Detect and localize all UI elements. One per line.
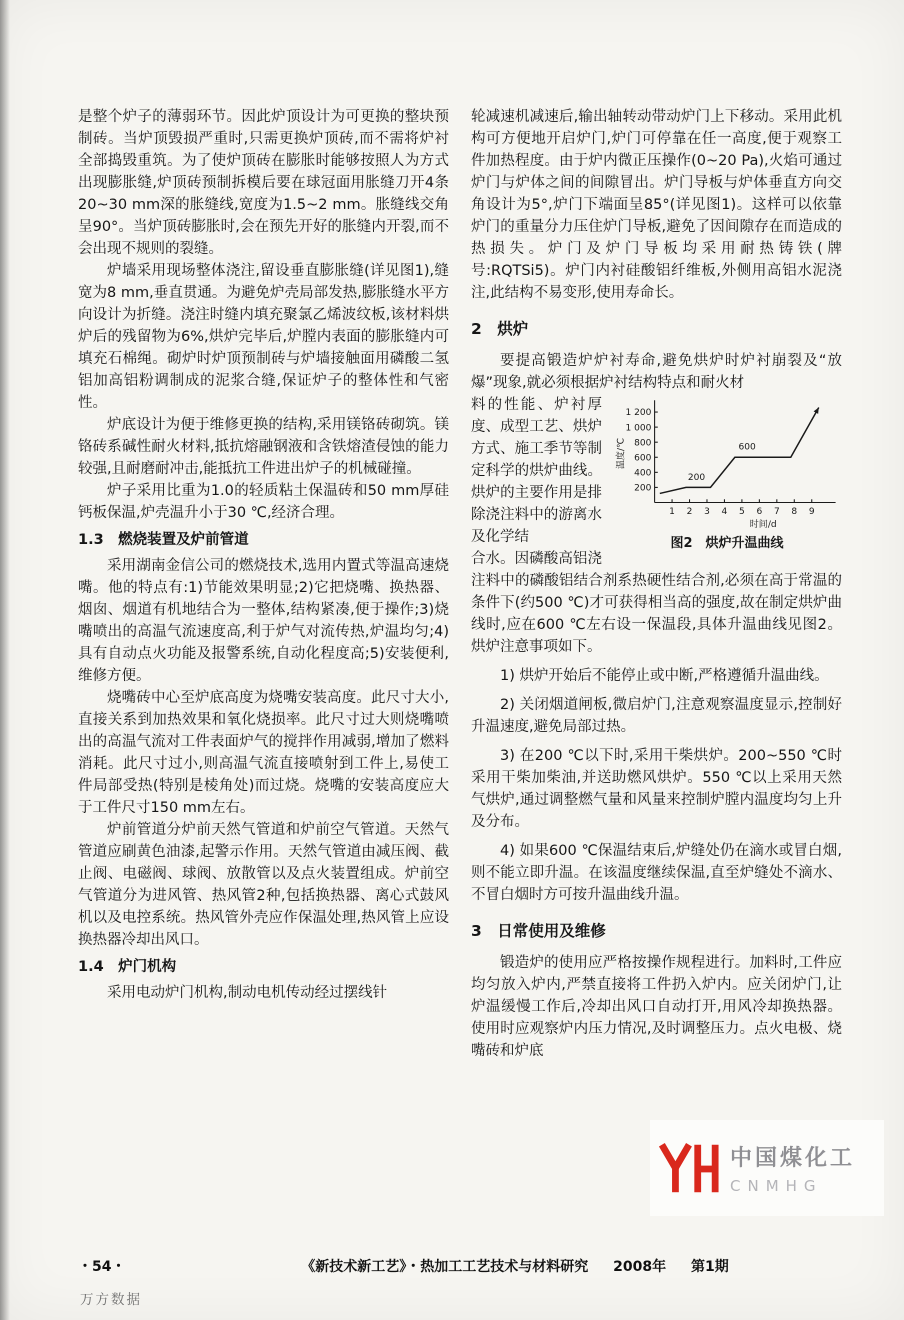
svg-text:4: 4: [721, 507, 728, 518]
footer: [78, 1256, 842, 1276]
svg-text:400: 400: [634, 468, 652, 479]
subsection-heading-1-3: 1.3 燃烧装置及炉前管道: [78, 532, 249, 548]
list-item-3: 3) 在200 ℃以下时,采用干柴烘炉。200~550 ℃时采用干柴加柴油,并送助燃风烘炉。550 ℃以上采用天然气烘炉,通过调整燃气量和风量来控制炉膛内温度均匀上升及分布。: [471, 748, 842, 830]
svg-text:7: 7: [773, 507, 780, 518]
svg-text:200: 200: [687, 472, 706, 483]
svg-text:1: 1: [669, 507, 675, 518]
paragraph: 炉前管道分炉前天然气管道和炉前空气管道。天然气管道应刷黄色油漆,起警示作用。天然气管道由减压阀、截止阀、电磁阀、球阀、放散管以及点火装置组成。炉前空气管道分为进风管、热风管2种,包括换热器、离心式鼓风机以及电控系统。热风管外壳应作保温处理,热风管上应设换热器冷却出风口。: [78, 822, 449, 948]
paragraph: 炉墙采用现场整体浇注,留设垂直膨胀缝(详见图1),缝宽为8 mm,垂直贯通。为避免炉壳局部发热,膨胀缝水平方向设计为折缝。浇注时缝内填充聚氯乙烯波纹板,该材料烘炉后的残留物为6%,烘炉完毕后,炉膛内表面的膨胀缝内可填充石棉绳。砌炉时炉顶预制砖与炉墙接触面用磷酸二氢铝加高铝粉调制成的泥浆合缝,保证炉子的整体性和气密性。: [78, 263, 449, 411]
svg-text:600: 600: [634, 453, 652, 464]
page-number: ・54・: [78, 1259, 126, 1275]
paragraph: 采用电动炉门机构,制动电机传动经过摆线针: [107, 985, 388, 1001]
subsection-heading-1-4: 1.4 炉门机构: [78, 959, 177, 975]
paragraph: 要提高锻造炉炉衬寿命,避免烘炉时炉衬崩裂及“放爆”现象,就必须根据炉衬结构特点和耐火材: [471, 353, 842, 391]
watermark-sub: CNMHG: [730, 1177, 823, 1195]
wanfang-data-mark: 万方数据: [80, 1292, 142, 1308]
svg-text:5: 5: [739, 507, 745, 518]
journal-title: 《新技术新工艺》・热加工工艺技术与材料研究: [301, 1259, 589, 1275]
svg-text:6: 6: [756, 507, 763, 518]
chart-text-wrap: [471, 394, 842, 658]
paragraph: 是整个炉子的薄弱环节。因此炉顶设计为可更换的整块预制砖。当炉顶毁损严重时,只需更换炉顶砖,而不需将炉衬全部捣毁重筑。为了使炉顶砖在膨胀时能够按照人为方式出现膨胀缝,炉顶砖预制拆模后要在球冠面用胀缝刀开4条20~30 mm深的胀缝线,宽度为1.5~2 mm。胀缝线交角呈90°。当炉顶砖膨胀时,会在预先开好的胀缝内开裂,而不会出现不规则的裂缝。: [78, 109, 449, 257]
svg-text:时间/d: 时间/d: [749, 519, 777, 530]
list-item-4: 4) 如果600 ℃保温结束后,炉缝处仍在滴水或冒白烟,则不能立即升温。在该温度继续保温,直至炉缝处不滴水、不冒白烟时方可按升温曲线升温。: [471, 843, 842, 903]
svg-text:温度/℃: 温度/℃: [616, 437, 627, 470]
section-heading-3: 3 日常使用及维修: [471, 922, 606, 940]
figure-2: [612, 396, 842, 555]
watermark-name: 中国煤化工: [730, 1146, 856, 1171]
cnmhg-logo-icon: [658, 1138, 720, 1198]
paragraph: 轮减速机减速后,输出轴转动带动炉门上下移动。采用此机构可方便地开启炉门,炉门可停靠在任一高度,便于观察工件加热程度。由于炉内微正压操作(0~20 Pa),火焰可通过炉门与炉体之间的间隙冒出。炉门导板与炉体垂直方向交角设计为5°,炉门下端面呈85°(详见图1)。这样可以依靠炉门的重量分力压住炉门导板,避免了因间隙存在而造成的热损失。炉门及炉门导板均采用耐热铸铁(牌号:RQTSi5)。炉门内衬硅酸铝纤维板,外侧用高铝水泥浇注,此结构不易变形,使用寿命长。: [471, 109, 842, 301]
right-column: [471, 106, 842, 1246]
journal-line: [188, 1256, 842, 1276]
figure-2-caption: 图2 烘炉升温曲线: [670, 536, 784, 552]
svg-text:600: 600: [738, 442, 756, 453]
two-column-body: [78, 106, 842, 1246]
heating-curve-chart: [612, 396, 842, 530]
paragraph: 锻造炉的使用应严格按操作规程进行。加料时,工件应均匀放入炉内,严禁直接将工件扔入炉内。应关闭炉门,让炉温缓慢工作后,冷却出风口自动打开,用风冷却换热器。使用时应观察炉内压力情况,及时调整压力。点火电极、烧嘴砖和炉底: [471, 955, 842, 1059]
svg-text:1 200: 1 200: [625, 408, 652, 419]
paragraph: 炉子采用比重为1.0的轻质粘土保温砖和50 mm厚硅钙板保温,炉壳温升小于30 ℃,经济合理。: [78, 483, 449, 521]
svg-text:200: 200: [634, 483, 652, 494]
paragraph: 烧嘴砖中心至炉底高度为烧嘴安装高度。此尺寸大小,直接关系到加热效果和氧化烧损率。此尺寸过大则烧嘴喷出的高温气流对工件表面炉气的搅拌作用减弱,增加了燃料消耗。此尺寸过小,则高温气流直接喷射到工件上,易使工件局部受热(特别是棱角处)而过烧。烧嘴的安装高度应大于工件尺寸150 mm左右。: [78, 690, 449, 816]
svg-text:1 000: 1 000: [625, 423, 652, 434]
list-item-2: 2) 关闭烟道闸板,微启炉门,注意观察温度显示,控制好升温速度,避免局部过热。: [471, 697, 842, 735]
svg-text:800: 800: [634, 438, 652, 449]
watermark-text: [730, 1141, 855, 1195]
paragraph: 合水。因磷酸高铝浇注料中的磷酸铝结合剂系热硬性结合剂,必须在高于常温的条件下(约500 ℃)才可获得相当高的强度,故在制定烘炉曲线时,应在600 ℃左右设一保温段,具体升温曲线见图2。烘炉注意事项如下。: [471, 551, 842, 655]
journal-issue: 第1期: [690, 1259, 729, 1275]
scan-edge-shadow: [0, 0, 10, 1320]
paragraph: 炉底设计为便于维修更换的结构,采用镁铬砖砌筑。镁铬砖系碱性耐火材料,抵抗熔融钢液和含铁熔渣侵蚀的能力较强,且耐磨耐冲击,能抵抗工件进出炉子的机械碰撞。: [78, 417, 449, 477]
list-item-1: 1) 烘炉开始后不能停止或中断,严格遵循升温曲线。: [500, 668, 829, 684]
left-column: [78, 106, 449, 1246]
svg-text:3: 3: [704, 507, 710, 518]
cnmhg-watermark: [650, 1120, 884, 1216]
svg-text:9: 9: [808, 507, 815, 518]
journal-year: 2008年: [613, 1259, 667, 1275]
paragraph: 采用湖南金信公司的燃烧技术,选用内置式等温高速烧嘴。他的特点有:1)节能效果明显;2)它把烧嘴、换热器、烟囱、烟道有机地结合为一整体,结构紧凑,便于操作;3)烧嘴喷出的高温气流速度高,利于炉气对流传热,炉温均匀;4)具有自动点火功能及报警系统,自动化程度高;5)安装便利,维修方便。: [78, 558, 449, 684]
section-heading-2: 2 烘炉: [471, 320, 529, 338]
paragraph: 料的性能、炉衬厚度、成型工艺、烘炉方式、施工季节等制定科学的烘炉曲线。烘炉的主要作用是排除浇注料中的游离水及化学结: [471, 397, 602, 545]
svg-text:2: 2: [686, 507, 693, 518]
svg-text:8: 8: [791, 507, 798, 518]
